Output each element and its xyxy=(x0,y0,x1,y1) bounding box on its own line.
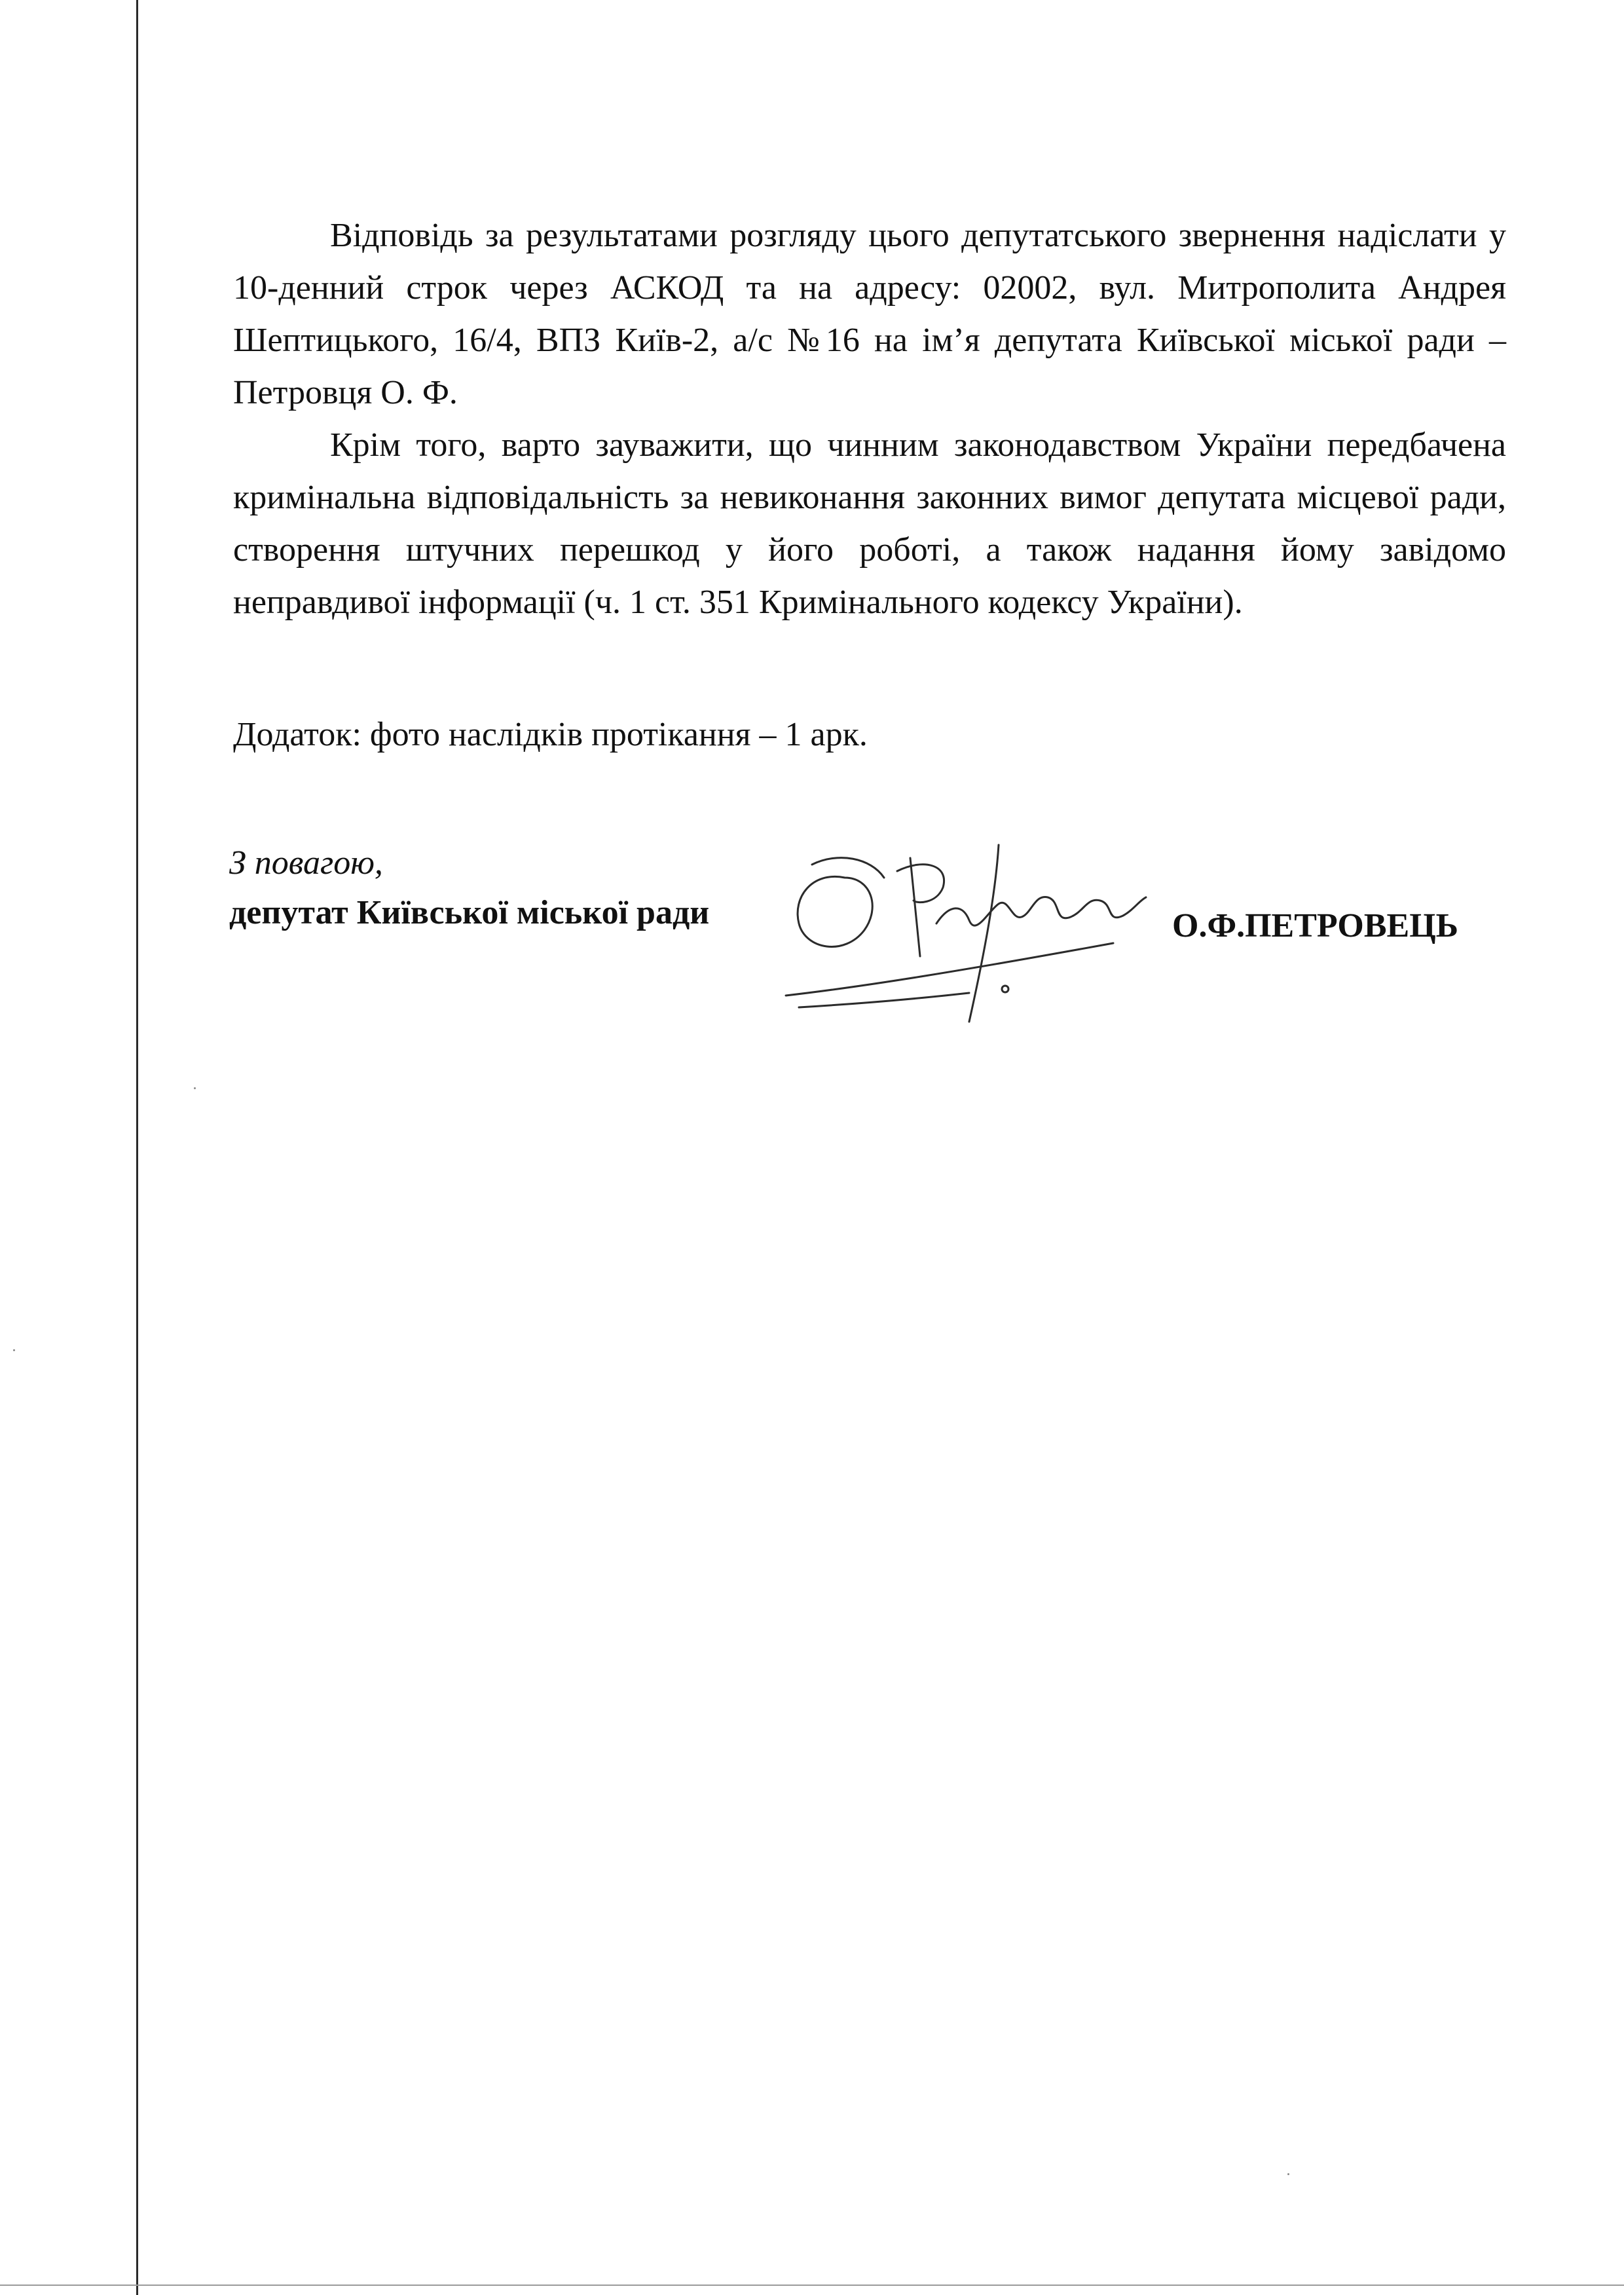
scan-speck xyxy=(194,1087,196,1089)
paragraph-legal-warning: Крім того, варто зауважити, що чинним законодавством України передбачена кримінальна відповідальність за невиконання законних вимог депутата місцевої ради, створення штучних перешкод у його роботі, а також надання йому завідомо неправдивої інформації (ч. 1 ст. 351 Кримінального кодексу України). xyxy=(233,426,1506,621)
signer-name: О.Ф.ПЕТРОВЕЦЬ xyxy=(1172,907,1459,944)
handwritten-signature xyxy=(773,832,1166,1028)
closing-salutation: З повагою, xyxy=(229,844,383,882)
scan-speck xyxy=(1287,2173,1289,2175)
body-text xyxy=(233,210,1506,629)
scan-speck xyxy=(13,1349,15,1351)
attachment-note: Додаток: фото наслідків протікання – 1 арк. xyxy=(233,716,868,753)
scan-bottom-line xyxy=(0,2285,1624,2286)
signer-position: депутат Київської міської ради xyxy=(229,894,710,931)
scan-edge-line xyxy=(136,0,138,2295)
paragraph-response-request: Відповідь за результатами розгляду цього депутатського звернення надіслати у 10-денний строк через АСКОД та на адресу: 02002, вул. Митрополита Андрея Шептицького, 16/4, ВПЗ Київ-2, а/с №16 на ім’я депутата Київської міської ради – Петровця О. Ф. xyxy=(233,217,1506,411)
